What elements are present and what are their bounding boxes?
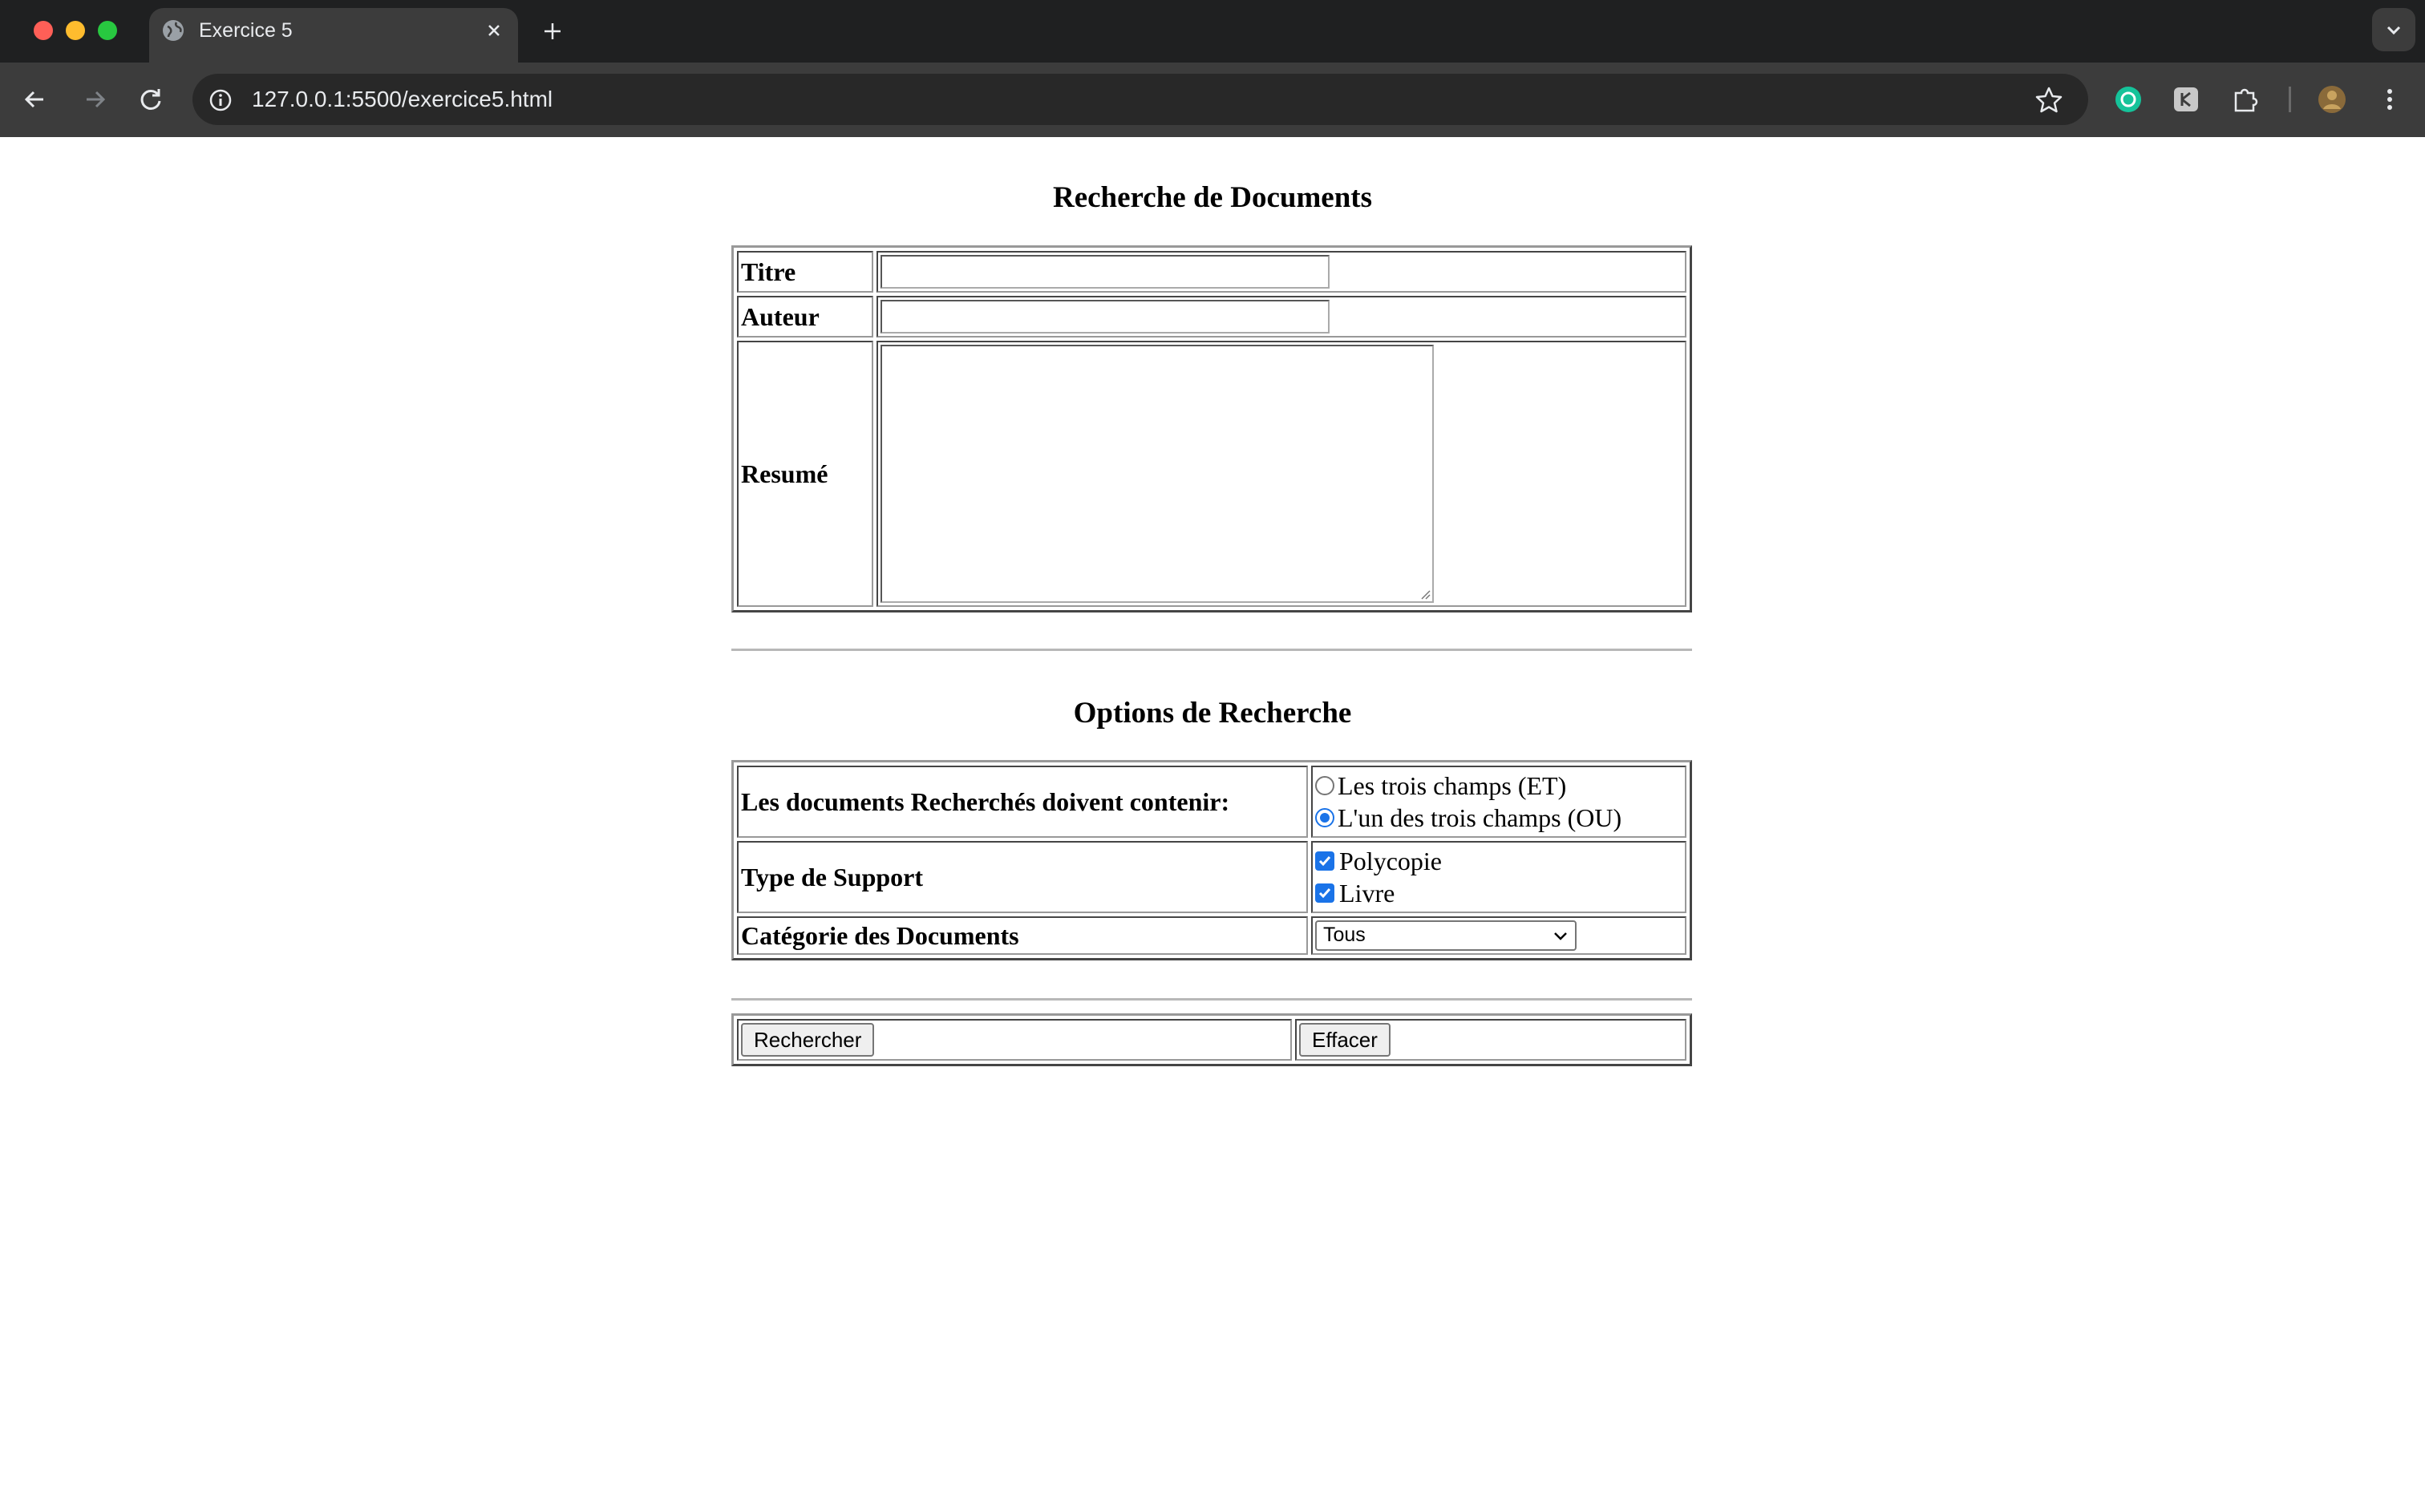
resume-label: Resumé <box>737 341 873 607</box>
resume-textarea[interactable] <box>881 345 1434 603</box>
resize-grip-icon[interactable] <box>1419 588 1431 600</box>
support-label: Type de Support <box>737 841 1308 913</box>
radio-option-et[interactable] <box>1315 770 1682 802</box>
extension-icon[interactable] <box>2170 83 2202 115</box>
tab-strip <box>0 0 2425 63</box>
checkmark-icon <box>1317 885 1333 901</box>
checkbox-livre[interactable] <box>1315 883 1334 903</box>
puzzle-icon[interactable] <box>2229 83 2261 115</box>
more-menu-icon[interactable] <box>2374 83 2406 115</box>
auteur-cell <box>876 296 1686 338</box>
auteur-label: Auteur <box>737 296 873 338</box>
tab-search-button[interactable] <box>2372 8 2415 51</box>
grammarly-icon[interactable] <box>2112 83 2144 115</box>
forward-arrow-icon[interactable] <box>77 82 112 117</box>
reload-icon[interactable] <box>133 82 168 117</box>
divider <box>731 649 1692 651</box>
chevron-down-icon <box>1553 930 1569 943</box>
checkbox-option-livre[interactable] <box>1315 877 1682 909</box>
back-arrow-icon[interactable] <box>18 82 53 117</box>
checkmark-icon <box>1317 853 1333 869</box>
radio-et-label: Les trois champs (ET) <box>1338 770 1567 800</box>
polycopie-label: Polycopie <box>1339 846 1442 875</box>
titre-input[interactable] <box>881 255 1330 289</box>
categorie-select[interactable] <box>1315 920 1577 951</box>
search-options-table <box>731 760 1692 960</box>
auteur-input[interactable] <box>881 300 1330 334</box>
support-cell <box>1311 841 1686 913</box>
toolbar-divider <box>2289 87 2291 112</box>
match-mode-cell <box>1311 766 1686 838</box>
actions-table <box>731 1013 1692 1066</box>
close-window-button[interactable] <box>34 21 53 40</box>
radio-ou-label: L'un des trois champs (OU) <box>1338 802 1622 832</box>
tab-title: Exercice 5 <box>199 19 293 42</box>
resume-cell <box>876 341 1686 607</box>
titre-cell <box>876 251 1686 293</box>
livre-label: Livre <box>1339 878 1395 908</box>
search-cell <box>737 1019 1292 1061</box>
close-tab-icon[interactable] <box>481 18 507 43</box>
page-content <box>0 137 2425 1512</box>
maximize-window-button[interactable] <box>98 21 117 40</box>
radio-et[interactable] <box>1315 776 1334 795</box>
checkbox-option-polycopie[interactable] <box>1315 845 1682 877</box>
radio-ou[interactable] <box>1315 808 1334 827</box>
contain-label: Les documents Recherchés doivent contenir: <box>737 766 1308 838</box>
site-info-icon[interactable] <box>207 87 234 114</box>
globe-icon <box>160 18 186 43</box>
radio-option-ou[interactable] <box>1315 802 1682 834</box>
page-title: Recherche de Documents <box>1052 181 1372 214</box>
divider <box>731 998 1692 1001</box>
options-title: Options de Recherche <box>1073 697 1352 730</box>
categorie-label: Catégorie des Documents <box>737 916 1308 955</box>
minimize-window-button[interactable] <box>66 21 85 40</box>
url-text[interactable]: 127.0.0.1:5500/exercice5.html <box>252 87 553 111</box>
clear-cell <box>1295 1019 1686 1061</box>
checkbox-polycopie[interactable] <box>1315 851 1334 871</box>
profile-avatar-icon[interactable] <box>2316 83 2348 115</box>
browser-toolbar <box>0 63 2425 137</box>
chevron-down-icon <box>2372 8 2415 51</box>
categorie-selected-value: Tous <box>1323 924 1366 946</box>
titre-label: Titre <box>737 251 873 293</box>
effacer-button[interactable]: Effacer <box>1299 1023 1391 1057</box>
categorie-cell <box>1311 916 1686 955</box>
new-tab-icon[interactable] <box>539 18 566 45</box>
rechercher-button[interactable]: Rechercher <box>741 1023 874 1057</box>
document-fields-table <box>731 245 1692 612</box>
bookmark-star-icon[interactable] <box>2034 85 2064 115</box>
